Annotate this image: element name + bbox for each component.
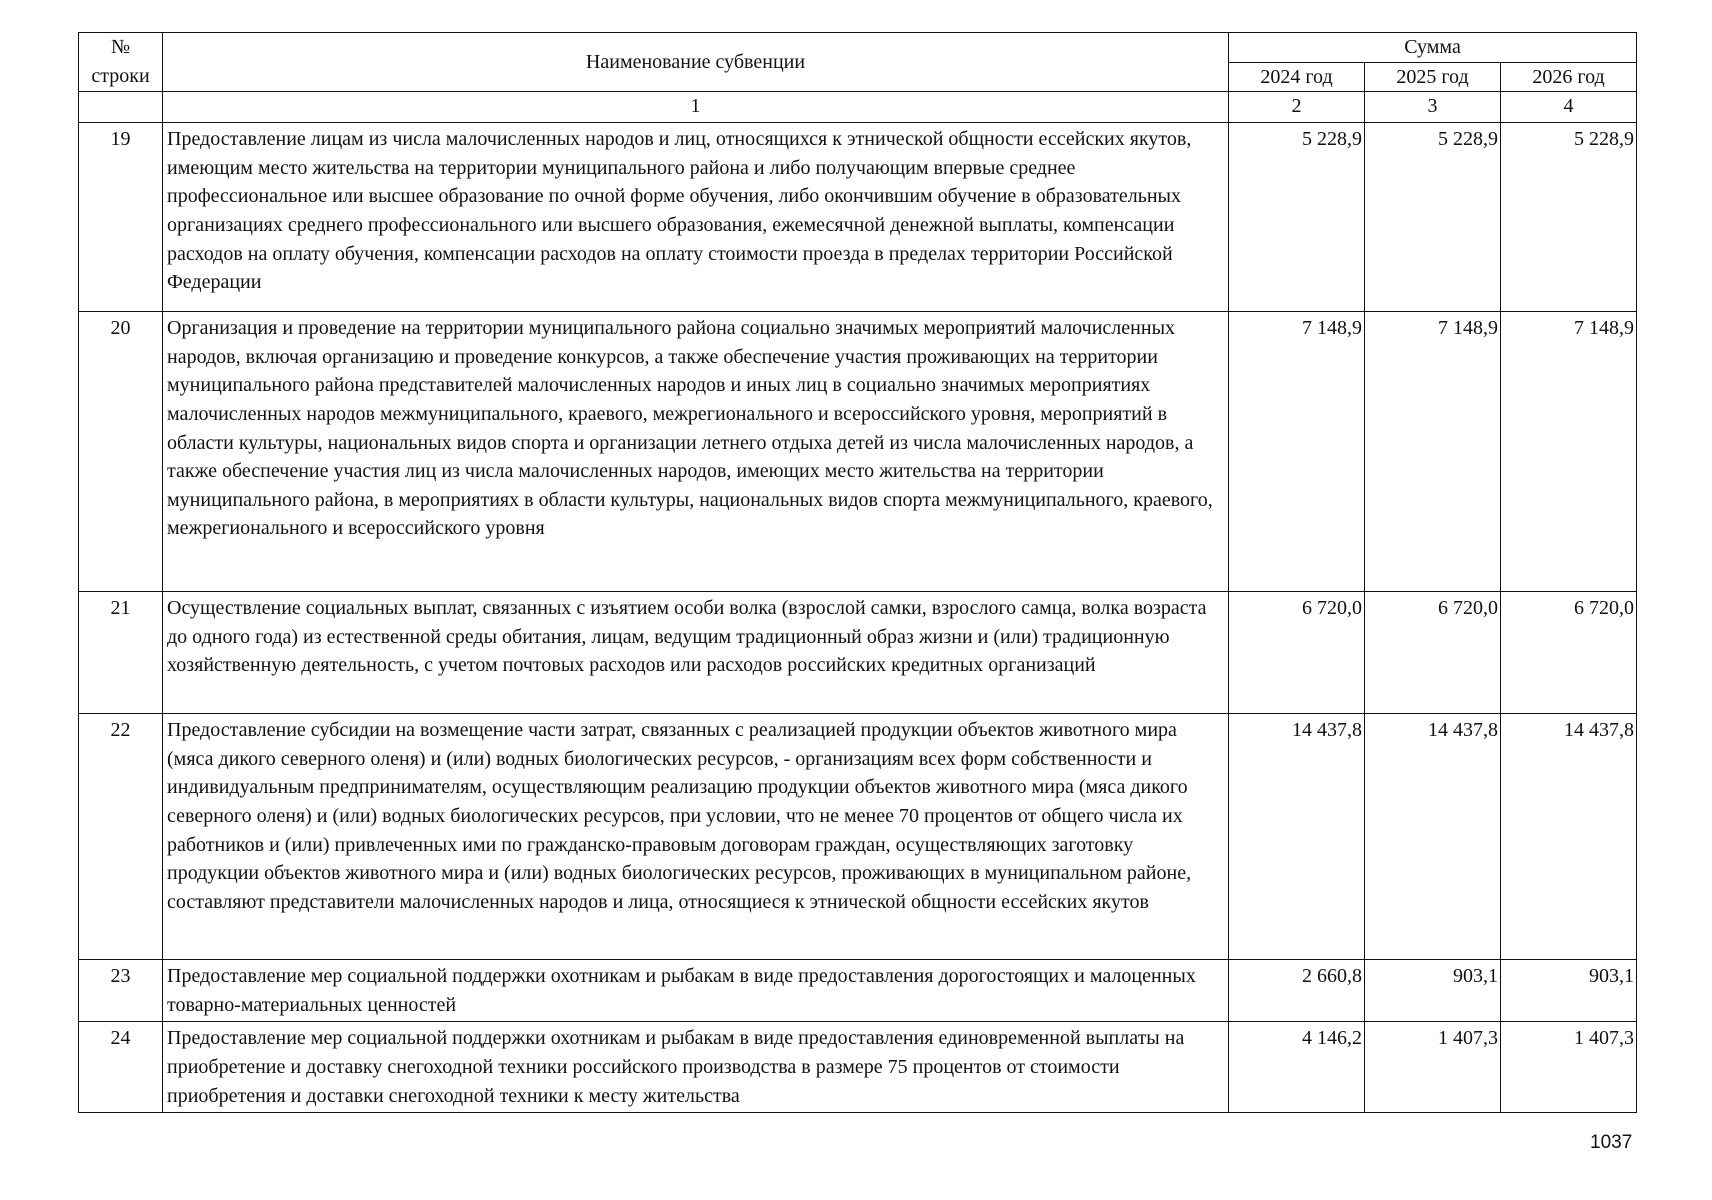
subvention-name: Осуществление социальных выплат, связанных с изъятием особи волка (взрослой самки, взрослого самца, волка возраста до одного года) из естественной среды обитания, лицам, ведущим традиционный образ жизни и (или) традиционную хозяйственную деятельность, с учетом почтовых расходов или расходов российских кредитных организаций: [163, 592, 1229, 714]
table-row: [79, 960, 1637, 1022]
amount-2026: 7 148,9: [1501, 312, 1637, 592]
row-number: 20: [79, 312, 163, 592]
header-year-2024: 2024 год: [1229, 62, 1365, 92]
amount-2026: 5 228,9: [1501, 123, 1637, 312]
header-subvention-name: Наименование субвенции: [163, 33, 1229, 92]
page-number: 1037: [1590, 1132, 1633, 1153]
amount-2026: 903,1: [1501, 960, 1637, 1022]
amount-2024: 2 660,8: [1229, 960, 1365, 1022]
column-number: 3: [1365, 92, 1501, 123]
amount-2024: 14 437,8: [1229, 714, 1365, 960]
amount-2024: 7 148,9: [1229, 312, 1365, 592]
amount-2025: 903,1: [1365, 960, 1501, 1022]
column-number: 4: [1501, 92, 1637, 123]
subvention-name: Организация и проведение на территории муниципального района социально значимых мероприятий малочисленных народов, включая организацию и проведение конкурсов, а также обеспечение участия проживающих на территории муниципального района представителей малочисленных народов и иных лиц в социально значимых мероприятиях малочисленных народов межмуниципального, краевого, межрегионального и всероссийского уровня, мероприятий в области культуры, национальных видов спорта и организации летнего отдыха детей из числа малочисленных народов, а также обеспечение участия лиц из числа малочисленных народов, имеющих место жительства на территории муниципального района, в мероприятиях в области культуры, национальных видов спорта межмуниципального, краевого, межрегионального и всероссийского уровня: [163, 312, 1229, 592]
subvention-name: Предоставление мер социальной поддержки охотникам и рыбакам в виде предоставления единовременной выплаты на приобретение и доставку снегоходной техники российского производства в размере 75 процентов от стоимости приобретения и доставки снегоходной техники к месту жительства: [163, 1022, 1229, 1113]
header-row-word: строки: [91, 64, 150, 87]
amount-2026: 14 437,8: [1501, 714, 1637, 960]
column-number-empty: [79, 92, 163, 123]
amount-2025: 1 407,3: [1365, 1022, 1501, 1113]
amount-2026: 1 407,3: [1501, 1022, 1637, 1113]
table-row: [79, 312, 1637, 592]
amount-2025: 5 228,9: [1365, 123, 1501, 312]
row-number: 22: [79, 714, 163, 960]
amount-2026: 6 720,0: [1501, 592, 1637, 714]
row-number: 24: [79, 1022, 163, 1113]
subvention-name: Предоставление лицам из числа малочисленных народов и лиц, относящихся к этнической общности ессейских якутов, имеющим место жительства на территории муниципального района и либо получающим впервые среднее профессиональное или высшее образование по очной форме обучения, либо окончившим обучение в образовательных организациях среднего профессионального или высшего образования, ежемесячной денежной выплаты, компенсации расходов на оплату обучения, компенсации расходов на оплату стоимости проезда в пределах территории Российской Федерации: [163, 123, 1229, 312]
amount-2024: 6 720,0: [1229, 592, 1365, 714]
column-number: 1: [163, 92, 1229, 123]
table-row: [79, 714, 1637, 960]
table-row: [79, 592, 1637, 714]
row-number: 19: [79, 123, 163, 312]
amount-2025: 6 720,0: [1365, 592, 1501, 714]
header-year-2026: 2026 год: [1501, 62, 1637, 92]
subvention-name: Предоставление субсидии на возмещение части затрат, связанных с реализацией продукции объектов животного мира (мяса дикого северного оленя) и (или) водных биологических ресурсов, - организациям всех форм собственности и индивидуальным предпринимателям, осуществляющим реализацию продукции объектов животного мира (мяса дикого северного оленя) и (или) водных биологических ресурсов, при условии, что не менее 70 процентов от общего числа их работников и (или) привлеченных ими по гражданско-правовым договорам граждан, осуществляющих заготовку продукции объектов животного мира и (или) водных биологических ресурсов, проживающих в муниципальном районе, составляют представители малочисленных народов и лица, относящиеся к этнической общности ессейских якутов: [163, 714, 1229, 960]
header-num-sign: №: [110, 36, 131, 58]
column-number: 2: [1229, 92, 1365, 123]
column-number-row: [79, 92, 1637, 123]
header-row-1: [79, 33, 1637, 63]
row-number: 23: [79, 960, 163, 1022]
header-row-number: [79, 33, 163, 92]
header-year-2025: 2025 год: [1365, 62, 1501, 92]
amount-2025: 7 148,9: [1365, 312, 1501, 592]
row-number: 21: [79, 592, 163, 714]
subvention-name: Предоставление мер социальной поддержки охотникам и рыбакам в виде предоставления дорогостоящих и малоценных товарно-материальных ценностей: [163, 960, 1229, 1022]
table-row: [79, 1022, 1637, 1113]
subventions-table: [78, 32, 1637, 1113]
amount-2025: 14 437,8: [1365, 714, 1501, 960]
table-row: [79, 123, 1637, 312]
header-sum: Сумма: [1229, 33, 1637, 63]
amount-2024: 5 228,9: [1229, 123, 1365, 312]
amount-2024: 4 146,2: [1229, 1022, 1365, 1113]
